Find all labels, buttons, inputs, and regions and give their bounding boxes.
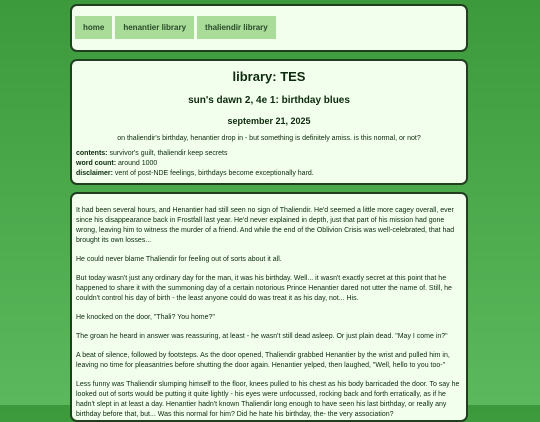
meta-contents bbox=[76, 149, 462, 159]
meta-disclaimer-label: disclaimer: bbox=[76, 170, 113, 177]
story-paragraph: The groan he heard in answer was reassuring, at least - he wasn't still dead asleep. Or just plain dead. "May I come in?" bbox=[76, 333, 448, 340]
meta-word-count-value: around 1000 bbox=[118, 160, 158, 167]
meta-word-count bbox=[76, 159, 462, 169]
story-paragraph: Less funny was Thaliendir slumping himself to the floor, knees pulled to his chest as his body barricaded the door. To say he looked out of sorts would be putting it quite lightly - his eyes were unfocussed, rocking back and forth erratically, as if he hadn't slept in at least a day. Henantier hadn't known Thaliendir long enough to have seen his last birthday, or really any birthday before that, but... Was this normal for him? Did he hate his birthday, the- the very association? bbox=[76, 381, 460, 418]
library-title: library: TES bbox=[232, 69, 306, 84]
story-meta bbox=[76, 149, 462, 179]
story-paragraph: He could never blame Thaliendir for feeling out of sorts about it all. bbox=[76, 256, 282, 263]
meta-contents-label: contents: bbox=[76, 150, 108, 157]
meta-disclaimer-value: vent of post-NDE feelings, birthdays become exceptionally hard. bbox=[114, 170, 314, 177]
nav-link-henantier-library[interactable]: henantier library bbox=[115, 16, 194, 39]
meta-disclaimer bbox=[76, 169, 462, 179]
story-paragraph: But today wasn't just any ordinary day for the man, it was his birthday. Well... it wasn't exactly secret at this point that he happened to share it with the summoning day of a certain notorious Prince Henantier dared not utter the name of. Still, he couldn't control his day of birth - the least anyone could do was treat it as his day, not... His. bbox=[76, 275, 452, 302]
nav-link-thaliendir-library[interactable]: thaliendir library bbox=[197, 16, 276, 39]
story-paragraph: A beat of silence, followed by footsteps. As the door opened, Thaliendir grabbed Henantier by the wrist and pulled him in, leaving no time for pleasantries before shutting the door again. Henantier yelped, then laughed, "Well, hello to you too-" bbox=[76, 352, 450, 369]
story-paragraph: He knocked on the door, "Thali? You home?" bbox=[76, 314, 215, 321]
story-summary: on thaliendir's birthday, henantier drop in - but something is definitely amiss. is this normal, or not? bbox=[117, 135, 421, 142]
nav-bar bbox=[70, 4, 468, 52]
story-body bbox=[70, 192, 468, 422]
meta-contents-value: survivor's guilt, thaliendir keep secrets bbox=[109, 150, 228, 157]
story-title: sun's dawn 2, 4e 1: birthday blues bbox=[188, 95, 350, 106]
story-header bbox=[70, 59, 468, 185]
story-date: september 21, 2025 bbox=[227, 116, 311, 126]
meta-word-count-label: word count: bbox=[76, 160, 117, 167]
nav-link-home[interactable]: home bbox=[75, 16, 112, 39]
story-paragraph: It had been several hours, and Henantier had still seen no sign of Thaliendir. He'd seemed a little more cagey overall, ever since his disappearance back in Frostfall last year. He'd never explained in depth, just that part of his mission had gone wrong, leaving him to witness the murder of a friend. And while the end of the Oblivion Crisis was well-celebrated, that had brought its own losses... bbox=[76, 207, 455, 244]
